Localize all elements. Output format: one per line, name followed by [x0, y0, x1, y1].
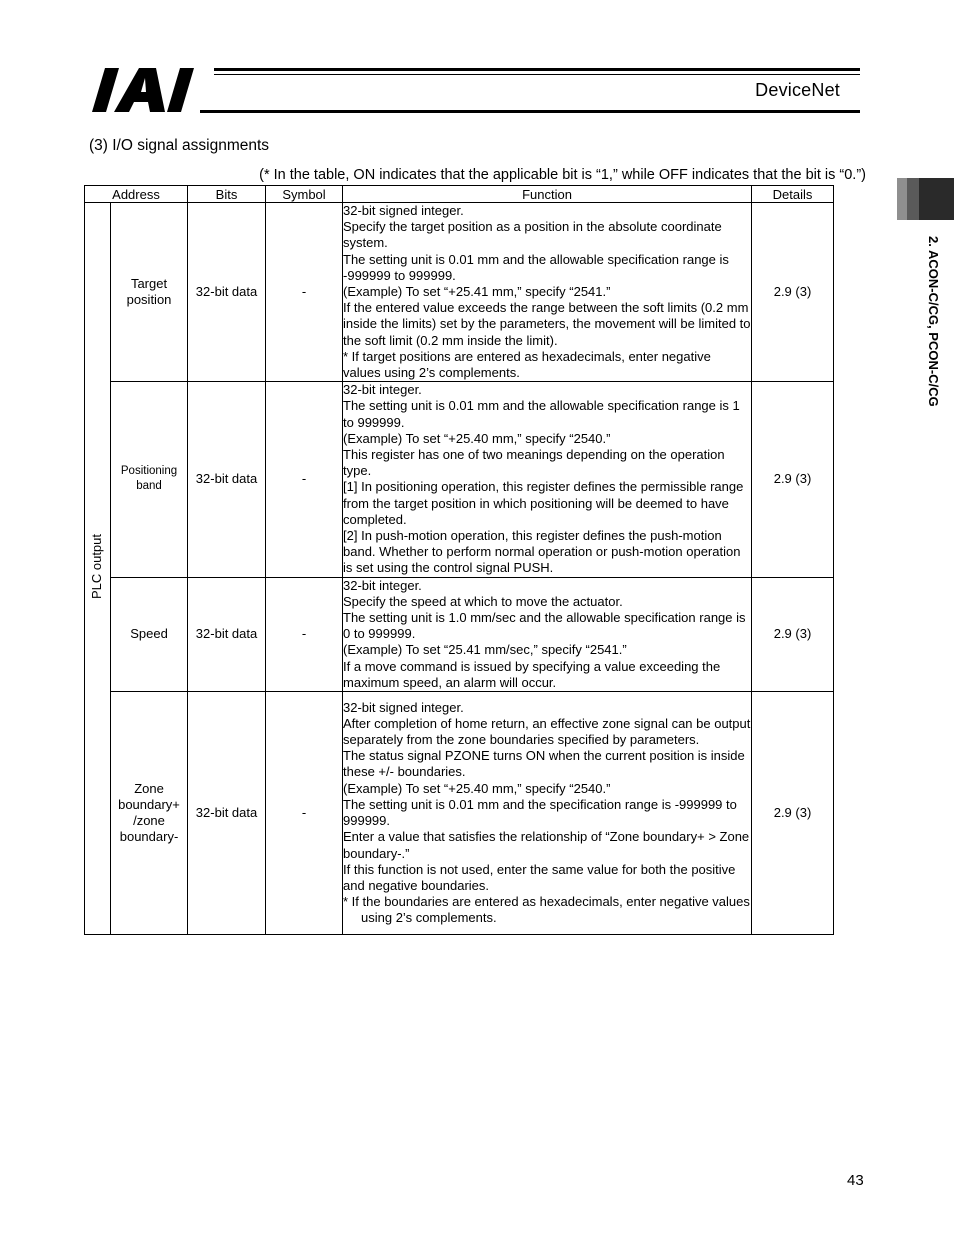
row-function — [343, 577, 752, 691]
row-address-name: Positioning band — [111, 382, 188, 577]
header-address: Address — [85, 186, 188, 203]
function-line: Specify the target position as a position in the absolute coordinate system. — [343, 219, 722, 251]
row-symbol: - — [266, 577, 343, 691]
row-bits: 32-bit data — [188, 382, 266, 577]
table-row — [85, 692, 834, 935]
row-function — [343, 692, 752, 935]
function-line: 32-bit integer. — [343, 577, 422, 593]
iai-logo — [92, 66, 210, 114]
function-line: * If the boundaries are entered as hexadecimals, enter negative values using 2’s complements. — [343, 894, 750, 926]
row-details: 2.9 (3) — [752, 692, 834, 935]
function-line: The setting unit is 0.01 mm and the specification range is -999999 to 999999. — [343, 796, 737, 829]
page-number: 43 — [847, 1172, 864, 1189]
table-row — [85, 382, 834, 577]
function-line: The setting unit is 0.01 mm and the allowable specification range is -999999 to 999999. — [343, 251, 729, 283]
header-details: Details — [752, 186, 834, 203]
row-function — [343, 382, 752, 577]
section-title: (3) I/O signal assignments — [89, 137, 270, 154]
table-row — [85, 203, 834, 382]
table-note: (* In the table, ON indicates that the applicable bit is “1,” while OFF indicates that the bit is “0.”) — [259, 167, 866, 183]
function-line: 32-bit signed integer. — [343, 699, 464, 715]
function-line: The setting unit is 0.01 mm and the allowable specification range is 1 to 999999. — [343, 398, 740, 430]
function-line: This register has one of two meanings depending on the operation type. — [343, 447, 725, 479]
chapter-tab-mid — [907, 178, 919, 220]
function-line: (Example) To set “+25.40 mm,” specify “2540.” — [343, 780, 611, 796]
function-line: 32-bit integer. — [343, 382, 422, 398]
header-rule-top — [214, 68, 860, 71]
row-symbol: - — [266, 692, 343, 935]
function-line: The setting unit is 1.0 mm/sec and the allowable specification range is 0 to 999999. — [343, 610, 746, 642]
function-line: Enter a value that satisfies the relationship of “Zone boundary+ > Zone boundary-.” — [343, 829, 750, 861]
function-line: * If target positions are entered as hexadecimals, enter negative values using 2’s complements. — [343, 348, 711, 381]
header-function: Function — [343, 186, 752, 203]
table-row — [85, 577, 834, 691]
header-rule-bottom — [200, 110, 860, 113]
row-address-name: Zone boundary+ /zone boundary- — [111, 692, 188, 935]
function-line: The status signal PZONE turns ON when the current position is inside these +/- boundaries. — [343, 748, 745, 780]
function-line: If a move command is issued by specifying a value exceeding the maximum speed, an alarm will occur. — [343, 658, 721, 690]
chapter-tab-dark — [919, 178, 954, 220]
function-line: (Example) To set “+25.41 mm,” specify “2541.” — [343, 284, 611, 300]
function-line: After completion of home return, an effective zone signal can be output separately from the zone boundaries specified by parameters. — [343, 715, 751, 748]
chapter-tab-light — [897, 178, 907, 220]
header-rule-top-thin — [214, 74, 860, 75]
row-details: 2.9 (3) — [752, 203, 834, 382]
header-symbol: Symbol — [266, 186, 343, 203]
io-signal-table — [84, 185, 834, 935]
plc-output-group-cell — [85, 203, 111, 935]
function-line: [2] In push-motion operation, this register defines the push-motion band. Whether to perform normal operation or push-motion operation is set using the control signal PUSH. — [343, 528, 741, 576]
header-bits: Bits — [188, 186, 266, 203]
chapter-label: 2. ACON-C/CG, PCON-C/CG — [926, 236, 941, 407]
function-line: (Example) To set “+25.40 mm,” specify “2540.” — [343, 430, 611, 446]
function-line: (Example) To set “25.41 mm/sec,” specify “2541.” — [343, 642, 627, 658]
function-line: If this function is not used, enter the same value for both the positive and negative boundaries. — [343, 861, 736, 893]
row-details: 2.9 (3) — [752, 577, 834, 691]
brand-label: DeviceNet — [755, 80, 840, 100]
function-line: Specify the speed at which to move the actuator. — [343, 593, 623, 609]
row-symbol: - — [266, 382, 343, 577]
row-details: 2.9 (3) — [752, 382, 834, 577]
table-header-row — [85, 186, 834, 203]
function-line: If the entered value exceeds the range between the soft limits (0.2 mm inside the limits) set by the parameters, the movement will be limited to the soft limit (0.2 mm inside the limit). — [343, 300, 751, 348]
row-function — [343, 203, 752, 382]
row-address-name: Speed — [111, 577, 188, 691]
function-line: [1] In positioning operation, this register defines the permissible range from the target position in which positioning will be deemed to have completed. — [343, 479, 744, 527]
row-bits: 32-bit data — [188, 203, 266, 382]
row-bits: 32-bit data — [188, 577, 266, 691]
function-line: 32-bit signed integer. — [343, 203, 464, 218]
row-address-name: Target position — [111, 203, 188, 382]
row-bits: 32-bit data — [188, 692, 266, 935]
row-symbol: - — [266, 203, 343, 382]
plc-output-label: PLC output — [89, 533, 105, 599]
